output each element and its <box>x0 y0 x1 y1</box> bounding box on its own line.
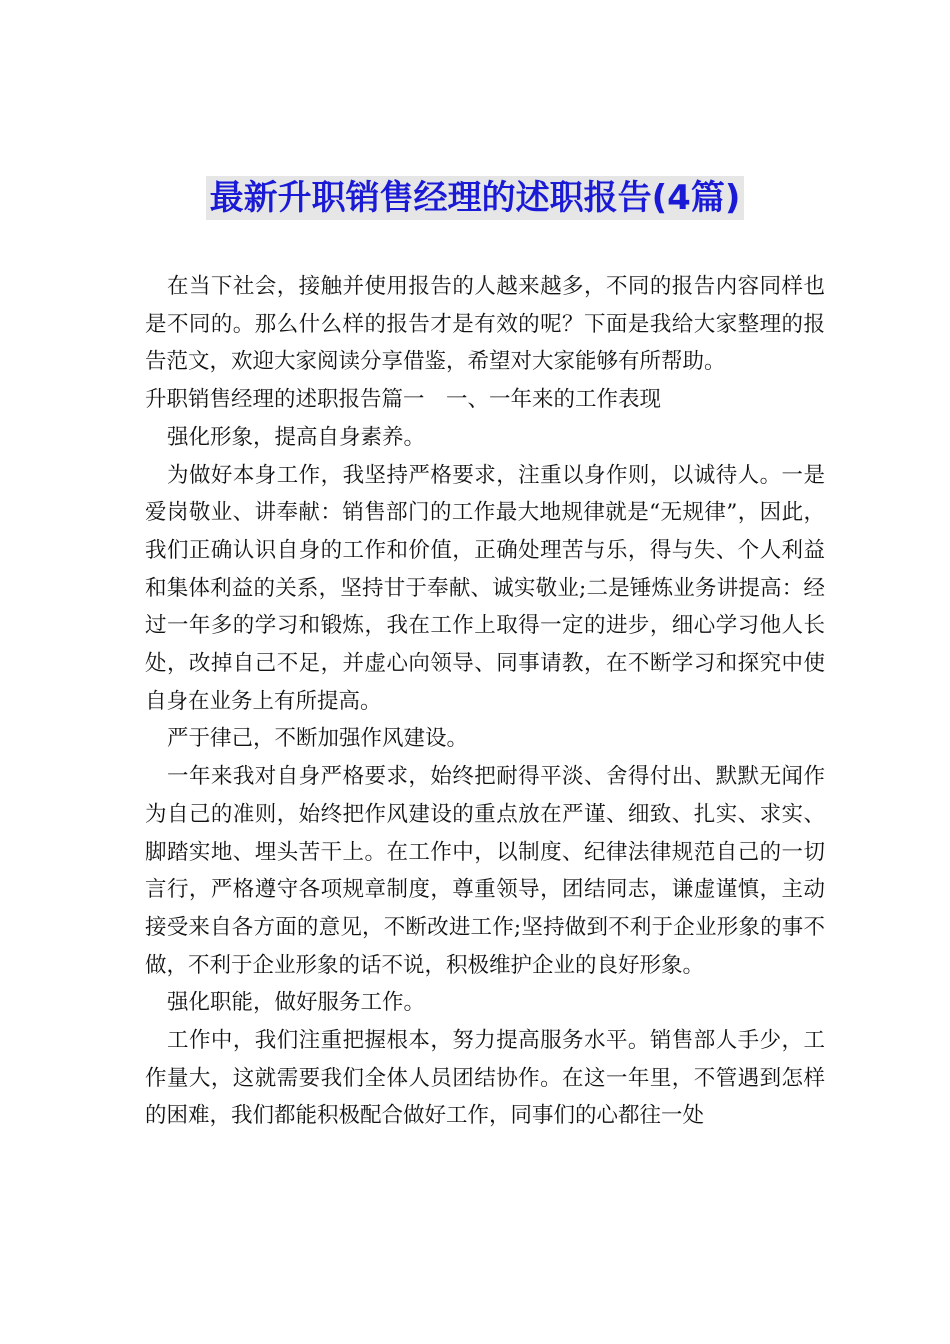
document-body <box>145 268 825 1135</box>
section-heading: 升职销售经理的述职报告篇一 一、一年来的工作表现 <box>145 387 662 413</box>
title-container <box>0 176 950 220</box>
body-paragraph-discipline: 一年来我对自身严格要求，始终把耐得平淡、舍得付出、默默无闻作为自己的准则，始终把作风建设的重点放在严谨、细致、扎实、求实、脚踏实地、埋头苦干上。在工作中，以制度、纪律法律规范自己的一切言行，严格遵守各项规章制度，尊重领导，团结同志，谦虚谨慎，主动接受来自各方面的意见，不断改进工作;坚持做到不利于企业形象的事不做，不利于企业形象的话不说，积极维护企业的良好形象。 <box>145 764 825 978</box>
document-title: 最新升职销售经理的述职报告(4篇) <box>206 176 745 220</box>
subheading-discipline: 严于律己，不断加强作风建设。 <box>167 726 469 752</box>
intro-paragraph: 在当下社会，接触并使用报告的人越来越多，不同的报告内容同样也是不同的。那么什么样的报告才是有效的呢？下面是我给大家整理的报告范文，欢迎大家阅读分享借鉴，希望对大家能够有所帮助。 <box>145 274 825 375</box>
subheading-image: 强化形象，提高自身素养。 <box>167 424 426 450</box>
subheading-service: 强化职能，做好服务工作。 <box>167 990 426 1016</box>
body-paragraph-work: 为做好本身工作，我坚持严格要求，注重以身作则，以诚待人。一是爱岗敬业、讲奉献：销售部门的工作最大地规律就是“无规律”，因此，我们正确认识自身的工作和价值，正确处理苦与乐，得与失、个人利益和集体利益的关系，坚持甘于奉献、诚实敬业;二是锤炼业务讲提高：经过一年多的学习和锻炼，我在工作上取得一定的进步，细心学习他人长处，改掉自己不足，并虚心向领导、同事请教，在不断学习和探究中使自身在业务上有所提高。 <box>145 462 825 714</box>
body-paragraph-service: 工作中，我们注重把握根本，努力提高服务水平。销售部人手少，工作量大，这就需要我们全体人员团结协作。在这一年里，不管遇到怎样的困难，我们都能积极配合做好工作，同事们的心都往一处 <box>145 1028 825 1129</box>
